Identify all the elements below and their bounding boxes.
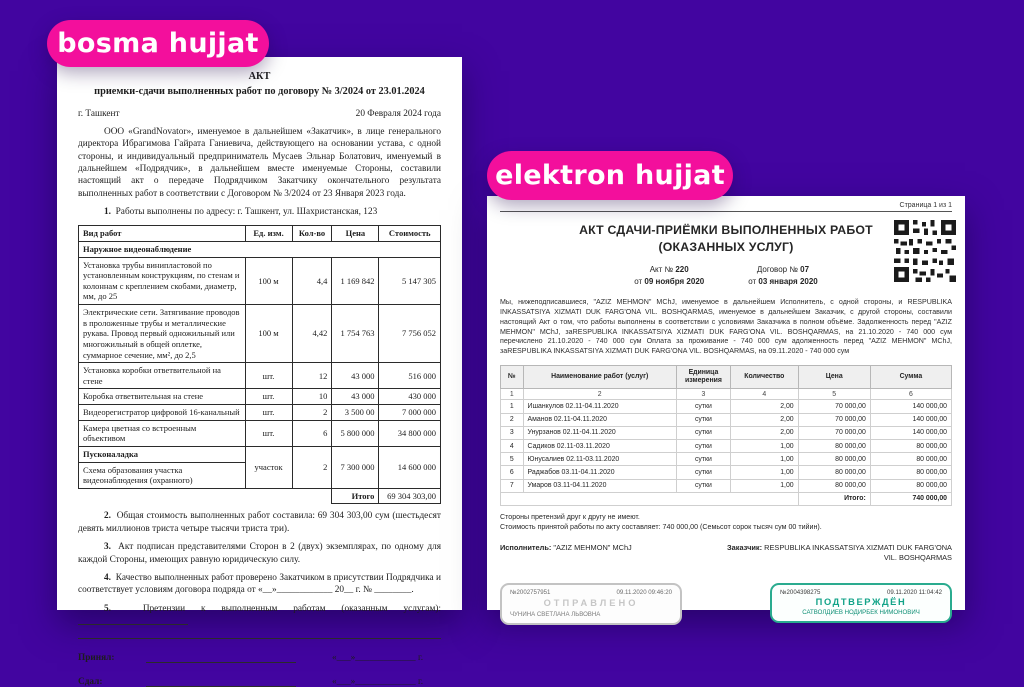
- contract-label: Договор №: [756, 265, 798, 275]
- service-sum: 140 000,00: [870, 426, 951, 439]
- service-name: Унурзанов 02.11-04.11.2020: [523, 426, 676, 439]
- item-4-number: 4.: [104, 572, 111, 583]
- work-price: 5 800 000: [332, 420, 379, 446]
- sent-stamp-number: №2002757951: [510, 589, 551, 597]
- total-label: Итого: [332, 488, 379, 504]
- col-unit: Ед. изм.: [245, 226, 292, 242]
- electronic-intro-paragraph: Мы, нижеподписавшиеся, "AZIZ MEHMON" MChJ, именуемое в дальнейшем Исполнитель, с одной стороны, и RESPUBLIKA INKASSATSIYA XIZMATI DUK FARG'ONA VIL. BOSHQARMAS, именуемое в дальнейшем Заказчик, с другой стороны, составили настоящий Акт о том, что работы выполнены в соответствии с условиями Заказчика в полном объёме. Задолженность перед "AZIZ MEHMON" MChJ, заRESPUBLIKA INKASSATSIYA XIZMATI DUK FARG'ONA VIL. BOSHQARMAS, на 21.10.2020 - 740 000 сум перечислено 21.10.2020 - 740 000 сум Оплата за проживание - 740 000 сум адолженность перед "AZIZ MEHMON" MChJ, заRESPUBLIKA INKASSATSIYA XIZMATI DUK FARG'ONA VIL. BOSHQARMAS, на 09.11.2020 - 740 000 сум: [500, 298, 952, 356]
- service-sum: 140 000,00: [870, 413, 951, 426]
- claims-continuation-line: [78, 638, 441, 639]
- service-sum: 80 000,00: [870, 466, 951, 479]
- service-row: [501, 466, 952, 479]
- service-qty: 1,00: [731, 453, 799, 466]
- work-cost: 7 000 000: [379, 405, 441, 421]
- works-table: [78, 225, 441, 504]
- section-commissioning: Пусконаладка: [79, 446, 246, 462]
- customer-block: [717, 543, 952, 564]
- service-qty: 2,00: [731, 426, 799, 439]
- confirmed-stamp-status: ПОДТВЕРЖДЁН: [815, 597, 907, 608]
- work-name: Коробка ответвительная на стене: [79, 389, 246, 405]
- services-table: [500, 365, 952, 506]
- total-value: 69 304 303,00: [379, 488, 441, 504]
- work-cost: 5 147 305: [379, 257, 441, 305]
- work-name: Электрические сети. Затягивание проводов в проложенные трубы и металлические рукава. Провод первый одножильный или многожильный в общей оплетке, суммарное сечение, мм², до 2,5: [79, 305, 246, 363]
- notes-block: [500, 512, 952, 533]
- electronic-document-page: [487, 196, 965, 619]
- date-label: 20 Февраля 2024 года: [355, 108, 441, 119]
- work-unit: 100 м: [245, 257, 292, 305]
- service-row: [501, 400, 952, 413]
- col-quantity: Количество: [731, 365, 799, 389]
- work-qty: 2: [292, 405, 332, 421]
- service-unit: сутки: [676, 400, 730, 413]
- section-outdoor-cctv: Наружное видеонаблюдение: [79, 241, 441, 257]
- printed-doc-subtitle: приемки-сдачи выполненных работ по договору № 3/2024 от 23.01.2024: [94, 85, 425, 97]
- delivered-signature-row: [78, 676, 441, 687]
- electronic-doc-title-2: (ОКАЗАННЫХ УСЛУГ): [658, 239, 794, 254]
- work-cost: 34 800 000: [379, 420, 441, 446]
- work-cost: 14 600 000: [379, 446, 441, 488]
- item-5-text: Претензии к выполненным работам (оказанным услугам):: [142, 603, 442, 614]
- service-qty: 2,00: [731, 413, 799, 426]
- item-4-text: Качество выполненных работ проверено Закатчиком в присутствии Подрядчика и соответствует условиям договора подряда от «__»____________ 20__ г. № ________.: [78, 572, 442, 596]
- table-row: [79, 405, 441, 421]
- intro-paragraph: ООО «GrandNovator», именуемое в дальнейшем «Закатчик», в лице генерального директора Ибрагимова Гайрата Ганиевича, действующего на основании устава, с одной стороны, и индивидуальный предприниматель Мусаев Эльнар Болатович, именуемый в дальнейшем «Подрядчик», в дальнейшем вместе именуемые Стороны, составили настоящий акт о передаче Подрядчиком Закатчику окончательного результата выполненных работ в соответствии с Договором № 3/2024 от 23 Января 2023 года.: [78, 126, 441, 199]
- confirmed-stamp-number: №2004398275: [780, 589, 821, 597]
- table-row: [79, 305, 441, 363]
- item-3-text: Акт подписан представителями Сторон в 2 (двух) экземплярах, по одному для каждой Стороны, имеющих равную юридическую силу.: [78, 542, 441, 565]
- item-1-number: 1.: [104, 207, 111, 217]
- col-service-name: Наименование работ (услуг): [523, 365, 676, 389]
- service-price: 80 000,00: [798, 479, 870, 492]
- work-qty: 6: [292, 420, 332, 446]
- service-unit: сутки: [676, 479, 730, 492]
- work-price: 3 500 00: [332, 405, 379, 421]
- item-3: [78, 541, 441, 566]
- works-table-header: [79, 226, 441, 242]
- executor-block: [500, 543, 632, 564]
- accepted-signature-line: [146, 652, 296, 663]
- item-5: [78, 603, 441, 630]
- services-table-header: [501, 365, 952, 389]
- service-qty: 2,00: [731, 400, 799, 413]
- work-qty: 12: [292, 363, 332, 389]
- act-contract-info: [572, 264, 880, 288]
- services-total-row: [501, 492, 952, 505]
- col-no: №: [501, 365, 524, 389]
- work-cost: 516 000: [379, 363, 441, 389]
- accepted-label: Принял:: [78, 653, 115, 664]
- item-2-text: Общая стоимость выполненных работ составила: 69 304 303,00 сум (шестьдесят девять миллионов триста четыре тысячи триста три).: [78, 511, 441, 534]
- services-total-value: 740 000,00: [870, 492, 951, 505]
- contract-date: 03 января 2020: [758, 277, 818, 287]
- electronic-doc-title: АКТ СДАЧИ-ПРИЁМКИ ВЫПОЛНЕННЫХ РАБОТ: [579, 223, 873, 237]
- service-price: 80 000,00: [798, 440, 870, 453]
- service-price: 70 000,00: [798, 413, 870, 426]
- sent-stamp-status: ОТПРАВЛЕНО: [543, 598, 639, 609]
- accepted-signature-row: [78, 652, 441, 663]
- service-price: 80 000,00: [798, 466, 870, 479]
- service-name: Ишанкулов 02.11-04.11.2020: [523, 400, 676, 413]
- item-2-number: 2.: [104, 511, 111, 522]
- service-qty: 1,00: [731, 479, 799, 492]
- work-qty: 2: [292, 446, 332, 488]
- customer-name: RESPUBLIKA INKASSATSIYA XIZMATI DUK FARG'ONA VIL. BOSHQARMAS: [764, 542, 952, 562]
- total-cost-note: Стоимость принятой работы по акту составляет: 740 000,00 (Семьсот сорок тысяч сум 00 тийин).: [500, 523, 822, 532]
- service-price: 70 000,00: [798, 400, 870, 413]
- work-qty: 10: [292, 389, 332, 405]
- table-row: [79, 257, 441, 305]
- service-qty: 1,00: [731, 440, 799, 453]
- delivered-signature-line: [146, 676, 296, 687]
- table-total-row: [79, 488, 441, 504]
- work-qty: 4,4: [292, 257, 332, 305]
- delivered-label: Сдал:: [78, 677, 103, 687]
- item-2: [78, 510, 441, 535]
- accepted-date-blank: «___»_____________ г.: [332, 653, 424, 664]
- item-4: [78, 572, 441, 597]
- row-no: 7: [501, 479, 524, 492]
- work-name: Камера цветная со встроенным объективом: [79, 420, 246, 446]
- col-work-type: Вид работ: [79, 226, 246, 242]
- table-section-row: [79, 241, 441, 257]
- work-qty: 4,42: [292, 305, 332, 363]
- work-price: 1 754 763: [332, 305, 379, 363]
- sent-stamp-signer-name: ЧУНИНА СВЕТЛАНА ЛЬВОВНА: [510, 611, 601, 619]
- col-sum: Сумма: [870, 365, 951, 389]
- contract-from-label: от: [748, 277, 757, 287]
- col-cost: Стоимость: [379, 226, 441, 242]
- claims-blank-line: [78, 615, 188, 625]
- city-date-row: [78, 109, 441, 119]
- service-unit: сутки: [676, 453, 730, 466]
- services-total-label: Итого:: [798, 492, 870, 505]
- work-name: Видеорегистратор цифровой 16-канальный: [79, 405, 246, 421]
- table-section-row: [79, 446, 441, 462]
- service-row: [501, 453, 952, 466]
- qr-code-icon: [894, 220, 956, 282]
- work-unit: шт.: [245, 389, 292, 405]
- service-row: [501, 426, 952, 439]
- contract-info: [748, 264, 818, 288]
- work-price: 43 000: [332, 389, 379, 405]
- col-price: Цена: [332, 226, 379, 242]
- column-index-row: 1 2 3 4 5 6: [501, 389, 952, 400]
- act-label: Акт №: [649, 265, 674, 275]
- work-unit: шт.: [245, 420, 292, 446]
- service-name: Садиков 02.11-03.11.2020: [523, 440, 676, 453]
- service-name: Умаров 03.11-04.11.2020: [523, 479, 676, 492]
- city-label: г. Ташкент: [78, 108, 120, 119]
- confirmed-stamp: [770, 583, 952, 623]
- act-number: 220: [675, 265, 689, 275]
- row-no: 1: [501, 400, 524, 413]
- act-date: 09 ноября 2020: [644, 277, 705, 287]
- work-price: 1 169 842: [332, 257, 379, 305]
- electronic-doc-badge: elektron hujjat: [487, 151, 733, 200]
- item-5-number: 5.: [104, 603, 111, 614]
- confirmed-stamp-datetime: 09.11.2020 11:04:42: [886, 589, 942, 597]
- printed-doc-title: АКТ: [248, 71, 271, 82]
- confirmed-stamp-signer-name: САТВОЛДИЕВ НОДИРБЕК НИМОНОВИЧ: [802, 609, 920, 617]
- work-cost: 430 000: [379, 389, 441, 405]
- service-price: 80 000,00: [798, 453, 870, 466]
- row-no: 2: [501, 413, 524, 426]
- row-no: 4: [501, 440, 524, 453]
- col-unit: Единица измерения: [676, 365, 730, 389]
- work-name: Установка коробки ответвительной на стене: [79, 363, 246, 389]
- service-sum: 80 000,00: [870, 453, 951, 466]
- item-3-number: 3.: [104, 542, 111, 553]
- item-1-text: Работы выполнены по адресу: г. Ташкент, ул. Шахристанская, 123: [115, 207, 378, 217]
- service-name: Юнусалиев 02.11-03.11.2020: [523, 453, 676, 466]
- col-price: Цена: [798, 365, 870, 389]
- customer-label: Заказчик:: [727, 542, 763, 552]
- service-unit: сутки: [676, 440, 730, 453]
- service-qty: 1,00: [731, 466, 799, 479]
- service-unit: сутки: [676, 426, 730, 439]
- service-name: Аманов 02.11-04.11.2020: [523, 413, 676, 426]
- delivered-date-blank: «___»_____________ г.: [332, 677, 424, 687]
- work-price: 43 000: [332, 363, 379, 389]
- sent-stamp: [500, 583, 682, 625]
- work-price: 7 300 000: [332, 446, 379, 488]
- service-price: 70 000,00: [798, 426, 870, 439]
- no-claims-note: Стороны претензий друг к другу не имеют.: [500, 512, 640, 521]
- table-row: [79, 389, 441, 405]
- service-row: [501, 440, 952, 453]
- col-qty: Кол-во: [292, 226, 332, 242]
- table-row: [79, 363, 441, 389]
- item-1: [78, 206, 441, 218]
- stamps-row: [500, 583, 952, 625]
- act-from-label: от: [634, 277, 643, 287]
- row-no: 6: [501, 466, 524, 479]
- work-name: Схема образования участка видеонаблюдения (охранного): [79, 462, 246, 488]
- electronic-doc-header: [500, 222, 952, 288]
- printed-doc-badge: bosma hujjat: [47, 20, 269, 67]
- work-cost: 7 756 052: [379, 305, 441, 363]
- executor-name: "AZIZ MEHMON" MChJ: [553, 542, 632, 552]
- parties-row: [500, 543, 952, 564]
- service-unit: сутки: [676, 466, 730, 479]
- service-sum: 80 000,00: [870, 479, 951, 492]
- work-unit: шт.: [245, 405, 292, 421]
- act-info: [634, 264, 704, 288]
- work-name: Установка трубы винипластовой по установленным конструкциям, по стенам и колоннам с креплением скобами, диаметр, мм, до 25: [79, 257, 246, 305]
- service-row: [501, 413, 952, 426]
- service-sum: 140 000,00: [870, 400, 951, 413]
- printed-document-page: [57, 57, 462, 687]
- contract-number: 07: [800, 265, 810, 275]
- service-unit: сутки: [676, 413, 730, 426]
- page-number-label: Страница 1 из 1: [500, 202, 952, 212]
- table-row: [79, 420, 441, 446]
- row-no: 5: [501, 453, 524, 466]
- sent-stamp-datetime: 09.11.2020 09:46:20: [616, 589, 672, 597]
- work-unit: 100 м: [245, 305, 292, 363]
- work-unit: участок: [245, 446, 292, 488]
- service-sum: 80 000,00: [870, 440, 951, 453]
- work-unit: шт.: [245, 363, 292, 389]
- row-no: 3: [501, 426, 524, 439]
- service-row: [501, 479, 952, 492]
- service-name: Раджабов 03.11-04.11.2020: [523, 466, 676, 479]
- executor-label: Исполнитель:: [500, 542, 552, 552]
